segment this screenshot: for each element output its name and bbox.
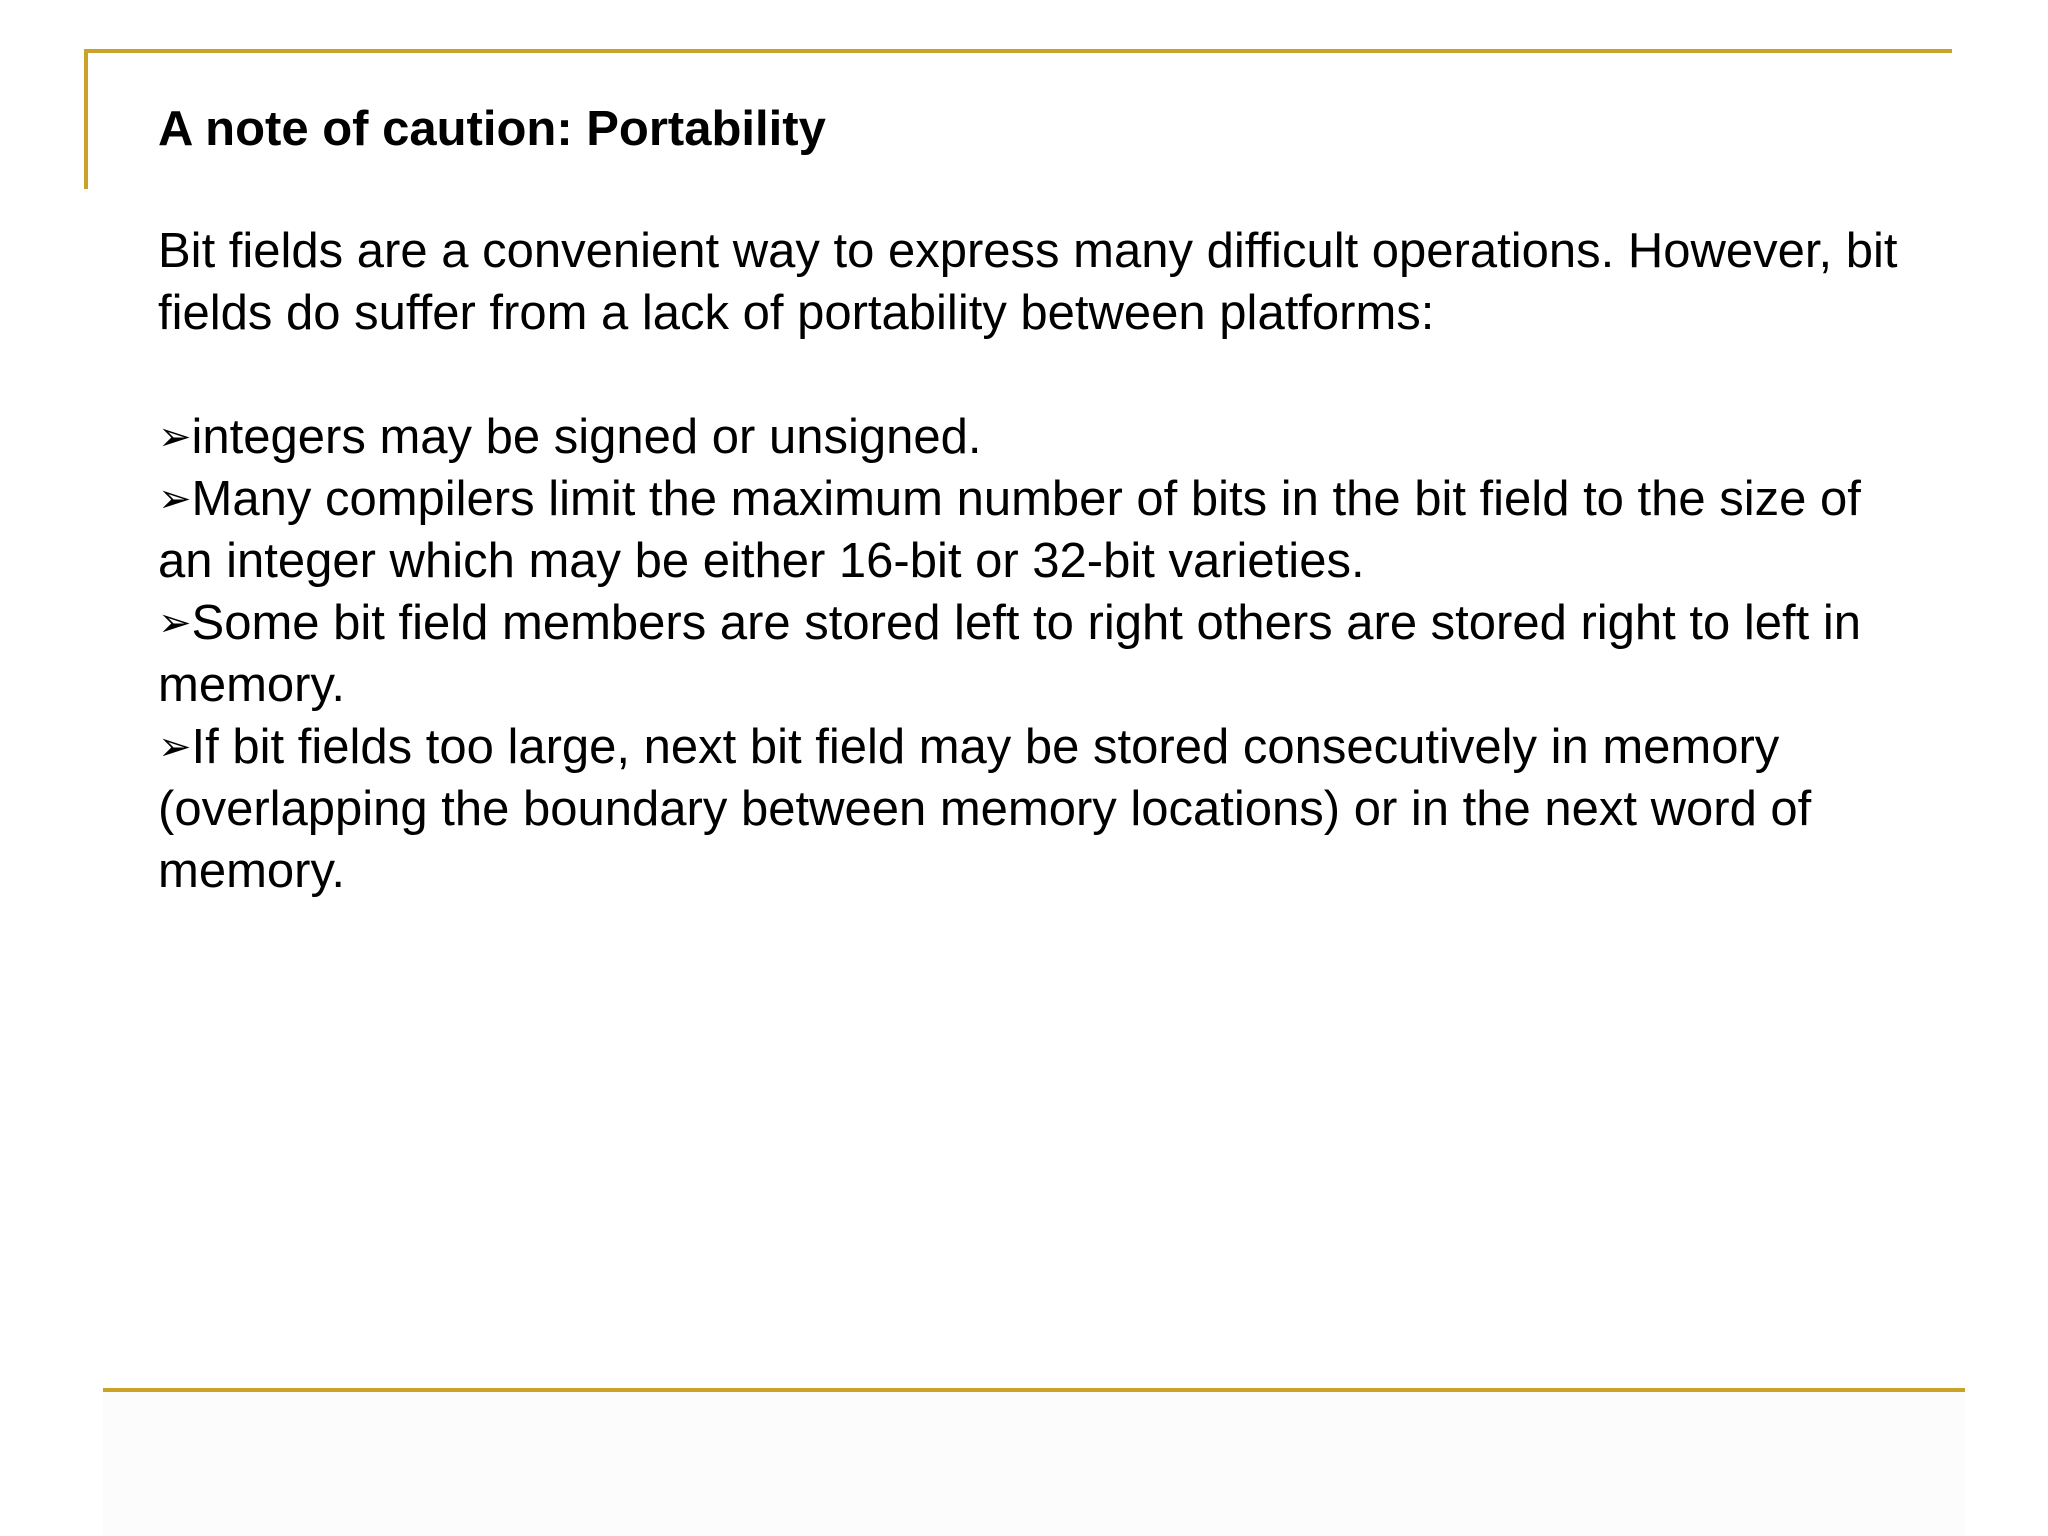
slide-title: A note of caution: Portability: [158, 102, 826, 156]
bullet-item: [158, 468, 1918, 592]
slide-content: [158, 98, 1948, 902]
arrowhead-bullet-icon: ➢: [158, 601, 192, 645]
bullet-list: [158, 406, 1918, 902]
bullet-item: [158, 592, 1918, 716]
bullet-item: [158, 406, 1918, 468]
arrowhead-bullet-icon: ➢: [158, 725, 192, 769]
bullet-text: integers may be signed or unsigned.: [191, 410, 982, 464]
bullet-item: [158, 716, 1918, 902]
left-accent-line: [84, 49, 88, 189]
bullet-text: Some bit field members are stored left to right others are stored right to left in memory.: [158, 596, 1862, 712]
intro-paragraph: Bit fields are a convenient way to express many difficult operations. However, bit fields do suffer from a lack of portability between platforms:: [158, 224, 1898, 340]
top-accent-line: [84, 49, 1952, 53]
bullet-text: Many compilers limit the maximum number of bits in the bit field to the size of an integer which may be either 16-bit or 32-bit varieties.: [158, 472, 1861, 588]
arrowhead-bullet-icon: ➢: [158, 477, 192, 521]
arrowhead-bullet-icon: ➢: [158, 415, 192, 459]
bullet-text: If bit fields too large, next bit field may be stored consecutively in memory (overlapping the boundary between memory locations) or in the next word of memory.: [158, 720, 1812, 898]
footer-band: [103, 1392, 1965, 1536]
